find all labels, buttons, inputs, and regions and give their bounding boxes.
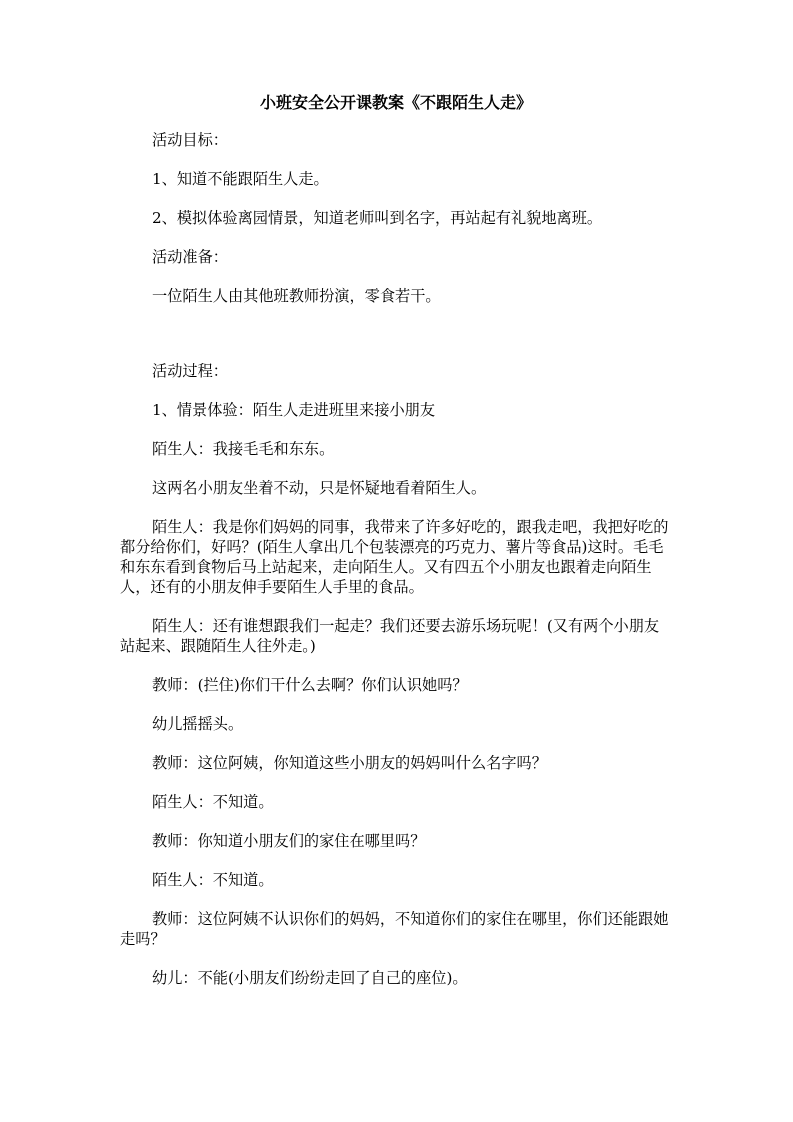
- document-title: 小班安全公开课教案《不跟陌生人走》: [259, 93, 532, 112]
- paragraph-process-heading: 活动过程：: [152, 362, 228, 380]
- paragraph-dialogue: 教师：这位阿姨不认识你们的妈妈，不知道你们的家住在哪里，你们还能跟她走吗？: [120, 910, 669, 948]
- paragraph-goals-heading: 活动目标：: [152, 131, 228, 149]
- paragraph-dialogue: 陌生人：不知道。: [152, 871, 274, 889]
- document-body: [120, 92, 672, 1007]
- paragraph-dialogue: 教师：(拦住)你们干什么去啊？你们认识她吗？: [152, 676, 468, 694]
- paragraph-dialogue: 教师：这位阿姨，你知道这些小朋友的妈妈叫什么名字吗？: [152, 754, 547, 772]
- paragraph-prep-heading: 活动准备：: [152, 248, 228, 266]
- blank-line: [120, 325, 672, 361]
- paragraph-dialogue: 陌生人：还有谁想跟我们一起走？我们还要去游乐场玩呢！(又有两个小朋友站起来、跟随陌生人往外走。): [120, 617, 660, 655]
- paragraph-goal-1: 1、知道不能跟陌生人走。: [152, 170, 329, 188]
- paragraph-dialogue: 这两名小朋友坐着不动，只是怀疑地看着陌生人。: [152, 479, 487, 497]
- paragraph-dialogue: 陌生人：我是你们妈妈的同事，我带来了许多好吃的，跟我走吧，我把好吃的都分给你们，好吗？(陌生人拿出几个包装漂亮的巧克力、薯片等食品)这时。毛毛和东东看到食物后马上站起来，走向陌生人。又有四五个小朋友也跟着走向陌生人，还有的小朋友伸手要陌生人手里的食品。: [120, 518, 669, 596]
- paragraph-dialogue: 幼儿：不能(小朋友们纷纷走回了自己的座位)。: [152, 969, 468, 987]
- paragraph-prep: 一位陌生人由其他班教师扮演，零食若干。: [152, 287, 441, 305]
- paragraph-dialogue: 陌生人：不知道。: [152, 793, 274, 811]
- paragraph-dialogue: 幼儿摇摇头。: [152, 715, 244, 733]
- paragraph-dialogue: 陌生人：我接毛毛和东东。: [152, 440, 335, 458]
- paragraph-goal-2: 2、模拟体验离园情景，知道老师叫到名字，再站起有礼貌地离班。: [152, 209, 603, 227]
- paragraph-scene: 1、情景体验：陌生人走进班里来接小朋友: [152, 401, 436, 419]
- paragraph-dialogue: 教师：你知道小朋友们的家住在哪里吗？: [152, 832, 426, 850]
